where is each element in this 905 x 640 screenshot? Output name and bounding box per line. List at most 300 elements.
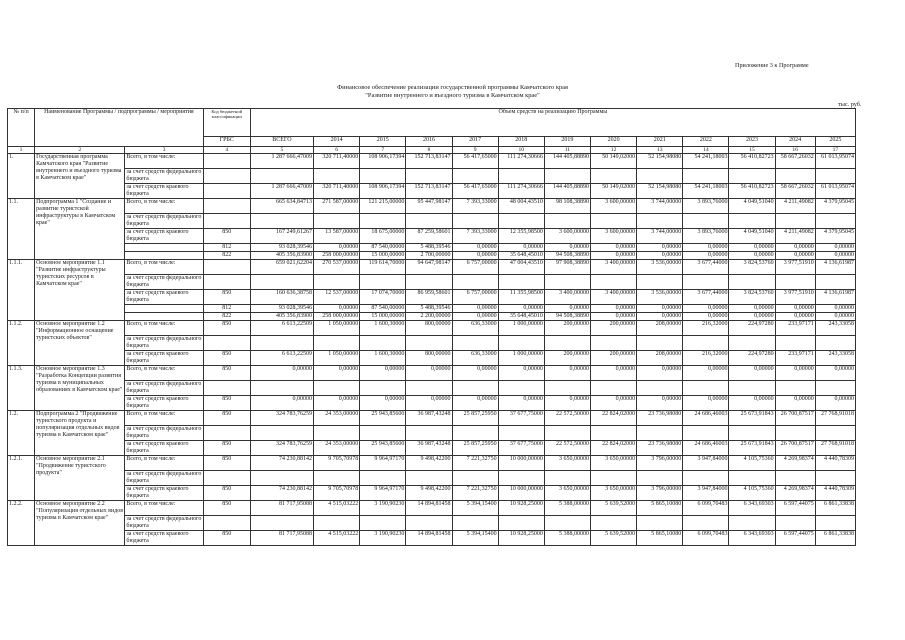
- year-value: [452, 516, 498, 531]
- table-row: [8, 456, 856, 471]
- year-value: 3 536,00000: [637, 260, 683, 275]
- header-grbs: ГРБС: [203, 137, 250, 147]
- year-value: [729, 214, 775, 229]
- funding-source: Всего, в том числе:: [125, 501, 203, 516]
- table-row: [8, 501, 856, 516]
- year-value: 0,00000: [683, 252, 729, 260]
- year-value: 200,00000: [590, 321, 636, 336]
- total-value: 74 230,88142: [250, 486, 313, 501]
- year-value: 200,00000: [590, 351, 636, 366]
- year-value: [452, 336, 498, 351]
- year-value: [406, 275, 452, 290]
- table-row: [8, 169, 856, 184]
- year-value: 22 824,02000: [590, 441, 636, 456]
- year-value: 5 639,52000: [590, 531, 636, 546]
- grbs-code: 812: [203, 244, 250, 252]
- year-value: 0,00000: [637, 396, 683, 411]
- year-value: 25 673,91843: [729, 441, 775, 456]
- year-value: 9 964,97170: [360, 486, 406, 501]
- year-value: 23 736,98080: [637, 411, 683, 426]
- year-value: 3 677,44000: [683, 260, 729, 275]
- column-index-cell: 9: [452, 147, 498, 154]
- year-value: [498, 169, 544, 184]
- year-value: [452, 275, 498, 290]
- year-value: [452, 169, 498, 184]
- year-value: 0,00000: [590, 244, 636, 252]
- year-value: 4 105,75360: [729, 486, 775, 501]
- total-value: 160 636,38758: [250, 290, 313, 305]
- year-value: 4 211,49082: [775, 229, 815, 244]
- year-value: 0,00000: [637, 313, 683, 321]
- grbs-code: 822: [203, 313, 250, 321]
- table-row: [8, 313, 856, 321]
- year-value: 0,00000: [815, 366, 855, 381]
- year-value: [683, 275, 729, 290]
- year-value: 5 388,00000: [544, 531, 590, 546]
- year-value: 26 700,87517: [775, 441, 815, 456]
- total-value: 81 717,95088: [250, 531, 313, 546]
- year-value: 10 000,00000: [498, 486, 544, 501]
- funding-source: за счет средств краевого бюджета: [125, 396, 203, 411]
- year-value: 0,00000: [683, 305, 729, 313]
- year-value: 5 394,15400: [452, 501, 498, 516]
- year-value: 87 540,00000: [360, 244, 406, 252]
- year-value: 25 673,91843: [729, 411, 775, 426]
- financing-table: [7, 108, 856, 546]
- total-value: 6 613,22509: [250, 351, 313, 366]
- year-value: 3 600,00000: [544, 229, 590, 244]
- funding-source: за счет средств федерального бюджета: [126, 336, 202, 349]
- row-number: 1.2.2.: [8, 501, 35, 546]
- year-value: 15 000,00000: [360, 313, 406, 321]
- year-value: 6 757,00000: [452, 260, 498, 275]
- year-value: 0,00000: [590, 252, 636, 260]
- year-value: 3 650,00000: [590, 486, 636, 501]
- year-value: 208,00000: [637, 351, 683, 366]
- year-value: [683, 169, 729, 184]
- year-value: 4 211,49082: [775, 199, 815, 214]
- year-value: [314, 169, 360, 184]
- year-value: 4 136,61987: [815, 290, 855, 305]
- year-value: 224,97280: [729, 321, 775, 336]
- year-value: [544, 214, 590, 229]
- year-value: [729, 336, 775, 351]
- year-value: 36 987,43248: [406, 441, 452, 456]
- year-value: 200,00000: [544, 351, 590, 366]
- funding-source: Всего, в том числе:: [125, 411, 203, 426]
- year-value: 0,00000: [360, 366, 406, 381]
- year-value: 22 572,50000: [544, 441, 590, 456]
- grbs-code: 850: [203, 321, 250, 336]
- year-value: 0,00000: [590, 366, 636, 381]
- grbs-code: 850: [203, 366, 250, 381]
- year-value: 36 987,43248: [406, 411, 452, 426]
- header-year: 2024: [775, 137, 815, 147]
- year-value: 12 355,98500: [498, 229, 544, 244]
- funding-source: за счет средств краевого бюджета: [125, 486, 203, 501]
- year-value: [360, 214, 406, 229]
- year-value: 10 928,25000: [498, 531, 544, 546]
- row-number: 1.2.: [8, 411, 35, 456]
- funding-source: Всего, в том числе:: [125, 456, 203, 471]
- funding-source: Всего, в том числе:: [125, 321, 203, 336]
- year-value: [314, 426, 360, 441]
- header-year: 2016: [406, 137, 452, 147]
- funding-source: за счет средств федерального бюджета: [126, 169, 202, 182]
- year-value: [775, 426, 815, 441]
- year-value: 0,00000: [544, 366, 590, 381]
- year-value: 0,00000: [406, 366, 452, 381]
- year-value: 3 190,90230: [360, 531, 406, 546]
- table-row: [8, 321, 856, 336]
- column-index-cell: 10: [498, 147, 544, 154]
- year-value: 3 600,00000: [590, 199, 636, 214]
- funding-source: Всего, в том числе:: [125, 154, 203, 169]
- grbs-code: [203, 184, 250, 199]
- funding-source: за счет средств федерального бюджета: [126, 426, 202, 439]
- year-value: 320 711,40000: [314, 184, 360, 199]
- grbs-code: 850: [203, 486, 250, 501]
- year-value: 0,00000: [406, 396, 452, 411]
- year-value: 3 824,53760: [729, 290, 775, 305]
- year-value: 26 700,87517: [775, 411, 815, 426]
- year-value: 54 241,18003: [683, 154, 729, 169]
- total-value: [250, 516, 313, 531]
- year-value: 58 667,26032: [775, 154, 815, 169]
- year-value: 0,00000: [775, 252, 815, 260]
- year-value: 152 713,83147: [406, 154, 452, 169]
- total-value: [250, 169, 313, 184]
- year-value: 6 597,44075: [775, 501, 815, 516]
- year-value: 5 488,39546: [406, 244, 452, 252]
- year-value: 271 587,00000: [314, 199, 360, 214]
- year-value: [637, 336, 683, 351]
- year-value: 5 639,52000: [590, 501, 636, 516]
- year-value: [775, 471, 815, 486]
- year-value: 95 447,98147: [406, 199, 452, 214]
- year-value: [360, 426, 406, 441]
- year-value: [360, 169, 406, 184]
- table-row: [8, 244, 856, 252]
- year-value: [637, 214, 683, 229]
- year-value: [544, 516, 590, 531]
- year-value: 0,00000: [683, 244, 729, 252]
- year-value: 22 824,02000: [590, 411, 636, 426]
- year-value: 0,00000: [314, 366, 360, 381]
- year-value: [314, 381, 360, 396]
- year-value: 5 865,10080: [637, 501, 683, 516]
- funding-source: за счет средств федерального бюджета: [126, 516, 202, 529]
- year-value: 22 572,50000: [544, 411, 590, 426]
- year-value: [452, 214, 498, 229]
- total-value: 93 028,39546: [250, 244, 313, 252]
- year-value: [498, 471, 544, 486]
- year-value: 0,00000: [544, 305, 590, 313]
- year-value: 48 004,43510: [498, 199, 544, 214]
- year-value: 4 379,95045: [815, 229, 855, 244]
- row-name: Основное мероприятие 2.1 "Продвижение туристского продукта": [35, 456, 125, 501]
- grbs-code: 850: [203, 290, 250, 305]
- year-value: 3 947,84000: [683, 456, 729, 471]
- table-row: [8, 471, 856, 486]
- year-value: 0,00000: [637, 366, 683, 381]
- year-value: [314, 214, 360, 229]
- year-value: 108 906,17394: [360, 154, 406, 169]
- year-value: 3 400,00000: [544, 290, 590, 305]
- year-value: [360, 381, 406, 396]
- year-value: 25 857,25950: [452, 441, 498, 456]
- year-value: [729, 516, 775, 531]
- year-value: 24 686,46003: [683, 411, 729, 426]
- year-value: [360, 516, 406, 531]
- year-value: [406, 214, 452, 229]
- year-value: 0,00000: [775, 244, 815, 252]
- funding-source: за счет средств федерального бюджета: [126, 275, 202, 288]
- year-value: 94 508,38890: [544, 313, 590, 321]
- year-value: 6 861,33838: [815, 531, 855, 546]
- year-value: [544, 336, 590, 351]
- year-value: 0,00000: [314, 305, 360, 313]
- year-value: 243,33058: [815, 351, 855, 366]
- funding-source: за счет средств краевого бюджета: [125, 531, 203, 546]
- year-value: 3 893,76000: [683, 199, 729, 214]
- year-value: 258 000,00000: [314, 313, 360, 321]
- year-value: 3 824,53760: [729, 260, 775, 275]
- row-name: Подпрограмма 1 "Создание и развитие туристской инфраструктуры в Камчатском крае": [35, 199, 125, 260]
- year-value: 0,00000: [498, 366, 544, 381]
- column-index-cell: 3: [125, 147, 203, 154]
- year-value: 208,00000: [637, 321, 683, 336]
- header-year: 2025: [815, 137, 855, 147]
- year-value: [360, 336, 406, 351]
- year-value: 61 013,95074: [815, 154, 855, 169]
- table-row: [8, 486, 856, 501]
- total-value: 659 021,62204: [250, 260, 313, 275]
- year-value: 10 000,00000: [498, 456, 544, 471]
- year-value: 0,00000: [683, 366, 729, 381]
- year-value: 9 705,70978: [314, 486, 360, 501]
- year-value: 37 677,75000: [498, 441, 544, 456]
- year-value: [683, 214, 729, 229]
- header-total: ВСЕГО: [250, 137, 313, 147]
- grbs-code: 812: [203, 305, 250, 313]
- year-value: [544, 275, 590, 290]
- table-row: [8, 516, 856, 531]
- year-value: 15 000,00000: [360, 252, 406, 260]
- row-name: Государственная программа Камчатского края "Развитие внутреннего и въездного туризма в Камчатском крае": [35, 154, 125, 199]
- year-value: [683, 516, 729, 531]
- year-value: [406, 426, 452, 441]
- year-value: [544, 381, 590, 396]
- year-value: [406, 169, 452, 184]
- grbs-code: [203, 381, 250, 396]
- year-value: [406, 516, 452, 531]
- row-number: 1.2.1.: [8, 456, 35, 501]
- year-value: 25 943,85600: [360, 411, 406, 426]
- year-value: [815, 471, 855, 486]
- header-year: 2014: [314, 137, 360, 147]
- funding-source: [125, 305, 203, 313]
- year-value: [815, 275, 855, 290]
- table-row: [8, 396, 856, 411]
- year-value: [590, 275, 636, 290]
- year-value: 4 049,51040: [729, 199, 775, 214]
- column-index-cell: 5: [250, 147, 313, 154]
- table-row: [8, 411, 856, 426]
- column-index-cell: 14: [683, 147, 729, 154]
- year-value: 0,00000: [314, 396, 360, 411]
- table-row: [8, 426, 856, 441]
- year-value: [498, 426, 544, 441]
- year-value: 1 050,00000: [314, 351, 360, 366]
- year-value: [544, 426, 590, 441]
- year-value: 4 269,98374: [775, 456, 815, 471]
- year-value: 0,00000: [452, 366, 498, 381]
- year-value: 800,00000: [406, 321, 452, 336]
- year-value: [590, 214, 636, 229]
- year-value: 108 906,17394: [360, 184, 406, 199]
- year-value: 216,32000: [683, 321, 729, 336]
- year-value: 3 744,00000: [637, 229, 683, 244]
- total-value: 324 783,76259: [250, 441, 313, 456]
- year-value: 7 393,33000: [452, 229, 498, 244]
- year-value: 52 154,98080: [637, 184, 683, 199]
- year-value: 6 597,44075: [775, 531, 815, 546]
- year-value: 270 537,00000: [314, 260, 360, 275]
- year-value: 1 600,30000: [360, 321, 406, 336]
- grbs-code: [203, 336, 250, 351]
- funding-source: [125, 244, 203, 252]
- year-value: 56 417,65000: [452, 184, 498, 199]
- year-value: 121 215,00000: [360, 199, 406, 214]
- year-value: 3 796,00000: [637, 486, 683, 501]
- year-value: 35 648,45010: [498, 313, 544, 321]
- year-value: 97 908,38890: [544, 260, 590, 275]
- year-value: 0,00000: [498, 396, 544, 411]
- year-value: [590, 516, 636, 531]
- year-value: 23 736,98080: [637, 441, 683, 456]
- total-value: 405 356,83900: [250, 313, 313, 321]
- year-value: 1 000,00000: [498, 321, 544, 336]
- year-value: 0,00000: [815, 313, 855, 321]
- year-value: 0,00000: [590, 305, 636, 313]
- total-value: 81 717,95088: [250, 501, 313, 516]
- total-value: [250, 275, 313, 290]
- year-value: 3 650,00000: [590, 456, 636, 471]
- year-value: [590, 426, 636, 441]
- year-value: 0,00000: [815, 305, 855, 313]
- total-value: [250, 336, 313, 351]
- funding-source: за счет средств федерального бюджета: [126, 471, 202, 484]
- year-value: [815, 381, 855, 396]
- year-value: 56 410,82723: [729, 184, 775, 199]
- year-value: 233,97171: [775, 351, 815, 366]
- row-name: Основное мероприятие 1.3 "Разработка Концепции развития туризма в муниципальных образованиях в Камчатском крае": [35, 366, 125, 411]
- row-name: Основное мероприятие 1.2 "Информационное оснащение туристских объектов": [35, 321, 125, 366]
- header-code: Код бюджетной классификации: [203, 109, 250, 137]
- row-name: Подпрограмма 2 "Продвижение туристского продукта и популяризация отдельных видов туризма в Камчатском крае": [35, 411, 125, 456]
- year-value: [590, 381, 636, 396]
- year-value: 61 013,95074: [815, 184, 855, 199]
- year-value: 0,00000: [544, 244, 590, 252]
- table-row: [8, 351, 856, 366]
- year-value: [775, 275, 815, 290]
- year-value: [729, 169, 775, 184]
- year-value: 4 269,98374: [775, 486, 815, 501]
- year-value: 0,00000: [452, 305, 498, 313]
- grbs-code: 822: [203, 252, 250, 260]
- year-value: 0,00000: [683, 313, 729, 321]
- row-number: 1.1.2.: [8, 321, 35, 366]
- year-value: 3 677,44000: [683, 290, 729, 305]
- year-value: 50 149,02000: [590, 154, 636, 169]
- funding-source: за счет средств краевого бюджета: [125, 290, 203, 305]
- total-value: 665 634,84713: [250, 199, 313, 214]
- year-value: 27 768,91018: [815, 411, 855, 426]
- year-value: 119 614,70000: [360, 260, 406, 275]
- year-value: 6 343,69303: [729, 501, 775, 516]
- year-value: 4 515,03222: [314, 501, 360, 516]
- year-value: 0,00000: [544, 396, 590, 411]
- year-value: 144 405,88890: [544, 154, 590, 169]
- column-index-cell: 17: [815, 147, 855, 154]
- year-value: 0,00000: [498, 305, 544, 313]
- table-row: [8, 381, 856, 396]
- year-value: 0,00000: [729, 366, 775, 381]
- total-value: 0,00000: [250, 396, 313, 411]
- year-value: 1 050,00000: [314, 321, 360, 336]
- year-value: 0,00000: [452, 313, 498, 321]
- year-value: 4 440,78309: [815, 456, 855, 471]
- header-volume: Объем средств на реализацию Программы: [250, 109, 855, 137]
- year-value: 5 865,10080: [637, 531, 683, 546]
- year-value: 25 857,25950: [452, 411, 498, 426]
- table-row: [8, 184, 856, 199]
- total-value: [250, 471, 313, 486]
- year-value: 636,33000: [452, 351, 498, 366]
- grbs-code: [203, 516, 250, 531]
- year-value: 94 508,38890: [544, 252, 590, 260]
- column-index-cell: 16: [775, 147, 815, 154]
- row-number: 1.1.1.: [8, 260, 35, 321]
- year-value: 87 540,00000: [360, 305, 406, 313]
- year-value: 3 796,00000: [637, 456, 683, 471]
- grbs-code: 850: [203, 229, 250, 244]
- year-value: [498, 214, 544, 229]
- year-value: [683, 471, 729, 486]
- year-value: [775, 214, 815, 229]
- year-value: [815, 336, 855, 351]
- year-value: 4 515,03222: [314, 531, 360, 546]
- year-value: 54 241,18003: [683, 184, 729, 199]
- year-value: 3 650,00000: [544, 456, 590, 471]
- year-value: 3 947,84000: [683, 486, 729, 501]
- year-value: 86 959,58601: [406, 290, 452, 305]
- year-value: 0,00000: [452, 244, 498, 252]
- year-value: 13 587,00000: [314, 229, 360, 244]
- year-value: [683, 381, 729, 396]
- year-value: [590, 471, 636, 486]
- column-index-cell: 12: [590, 147, 636, 154]
- table-row: [8, 199, 856, 214]
- year-value: [637, 169, 683, 184]
- year-value: [498, 275, 544, 290]
- total-value: 324 783,76259: [250, 411, 313, 426]
- header-num: № п/п: [8, 109, 35, 147]
- grbs-code: [203, 154, 250, 169]
- total-value: 405 356,83900: [250, 252, 313, 260]
- year-value: 3 400,00000: [590, 260, 636, 275]
